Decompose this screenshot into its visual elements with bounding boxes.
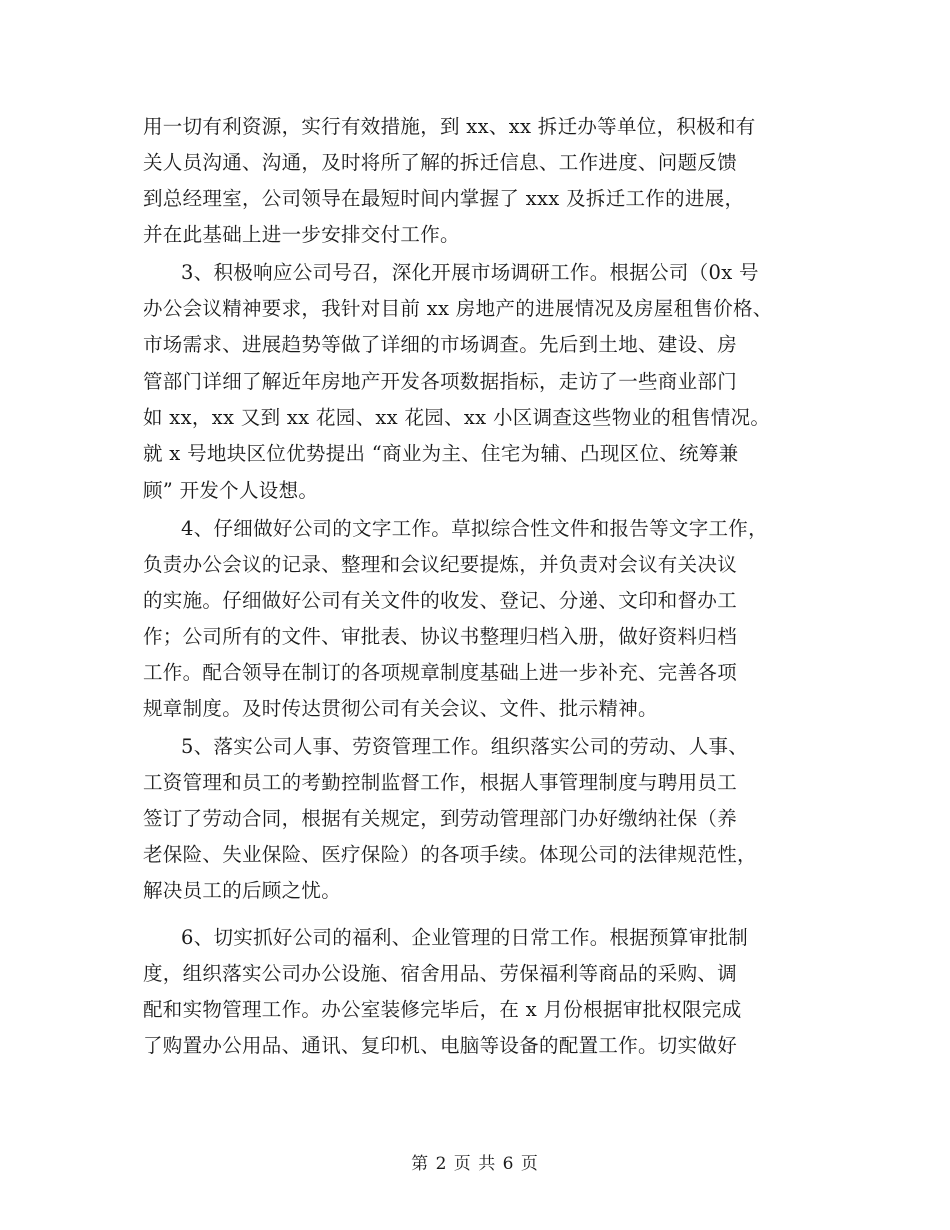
paragraph-5-start: 5、落实公司人事、劳资管理工作。组织落实公司的劳动、人事、 [181,735,749,758]
text-line: 工资管理和员工的考勤控制监督工作，根据人事管理制度与聘用员工 [143,771,738,794]
paragraph-4-start: 4、仔细做好公司的文字工作。草拟综合性文件和报告等文字工作， [181,517,768,540]
text-line: 工作。配合领导在制订的各项规章制度基础上进一步补充、完善各项 [143,661,738,684]
text-line: 用一切有利资源，实行有效措施，到 xx、xx 拆迁办等单位，积极和有 [143,115,756,138]
text-line: 配和实物管理工作。办公室装修完毕后，在 x 月份根据审批权限完成 [143,998,742,1021]
text-line: 如 xx，xx 又到 xx 花园、xx 花园、xx 小区调查这些物业的租售情况。 [143,406,771,429]
text-line: 市场需求、进展趋势等做了详细的市场调查。先后到土地、建设、房 [143,333,738,356]
text-line: 了购置办公用品、通讯、复印机、电脑等设备的配置工作。切实做好 [143,1034,738,1057]
text-line: 度，组织落实公司办公设施、宿舍用品、劳保福利等商品的采购、调 [143,962,738,985]
text-line: 顾” 开发个人设想。 [143,479,319,502]
text-line: 管部门详细了解近年房地产开发各项数据指标，走访了一些商业部门 [143,370,738,393]
paragraph-3-start: 3、积极响应公司号召，深化开展市场调研工作。根据公司（0x 号 [181,261,759,284]
paragraph-6-start: 6、切实抓好公司的福利、企业管理的日常工作。根据预算审批制 [181,926,749,949]
text-line: 签订了劳动合同，根据有关规定，到劳动管理部门办好缴纳社保（养 [143,807,738,830]
text-line: 办公会议精神要求，我针对目前 xx 房地产的进展情况及房屋租售价格、 [143,297,773,320]
text-line: 到总经理室，公司领导在最短时间内掌握了 xxx 及拆迁工作的进展， [143,187,745,210]
text-line: 解决员工的后顾之忧。 [143,879,342,902]
text-line: 的实施。仔细做好公司有关文件的收发、登记、分递、文印和督办工 [143,589,738,612]
text-line: 规章制度。及时传达贯彻公司有关会议、文件、批示精神。 [143,697,658,720]
text-line: 并在此基础上进一步安排交付工作。 [143,223,460,246]
text-line: 老保险、失业保险、医疗保险）的各项手续。体现公司的法律规范性， [143,843,757,866]
text-line: 就 x 号地块区位优势提出 “商业为主、住宅为辅、凸现区位、统筹兼 [143,442,739,465]
text-line: 负责办公会议的记录、整理和会议纪要提炼，并负责对会议有关决议 [143,553,738,576]
page-number-footer: 第 2 页 共 6 页 [411,1154,539,1174]
text-line: 作；公司所有的文件、审批表、协议书整理归档入册，做好资料归档 [143,625,738,648]
text-line: 关人员沟通、沟通，及时将所了解的拆迁信息、工作进度、问题反馈 [143,151,738,174]
